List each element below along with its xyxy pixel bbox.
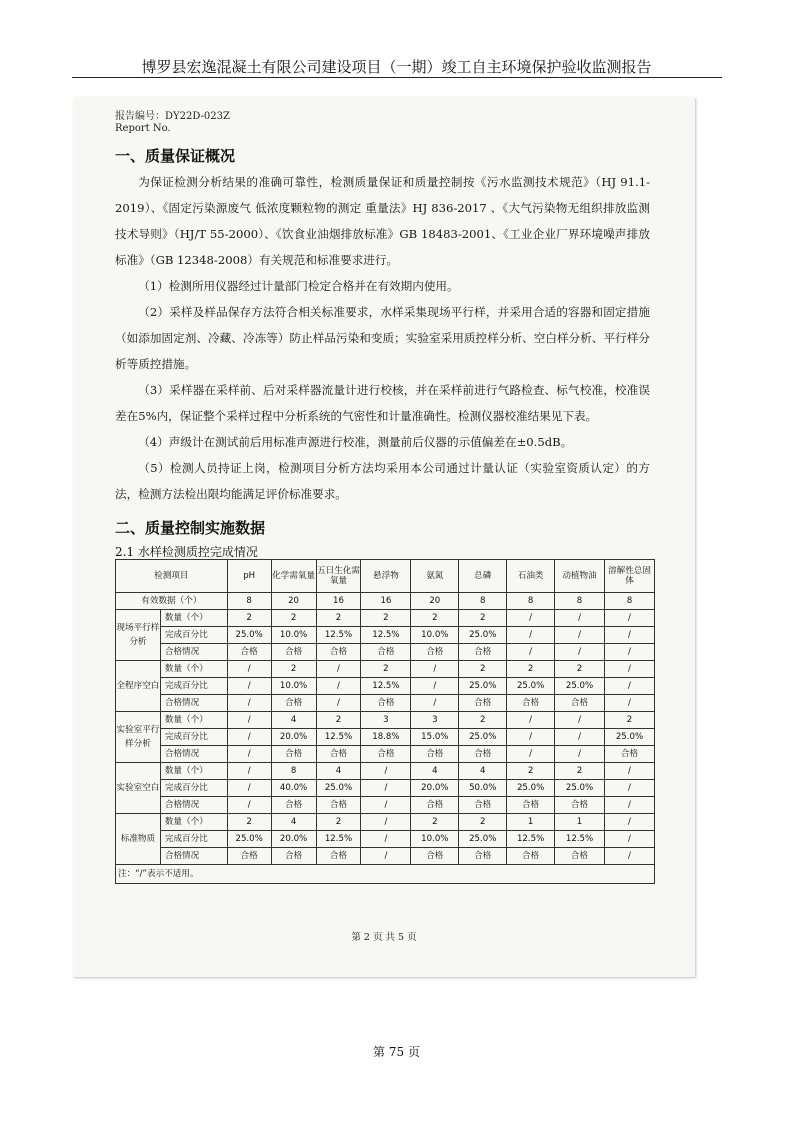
table-cell: 1	[507, 814, 555, 831]
table-row	[116, 712, 655, 729]
table-cell: 8	[555, 593, 605, 610]
table-cell: /	[227, 678, 271, 695]
table-cell: 2	[271, 610, 316, 627]
table-cell: 25.0%	[459, 627, 507, 644]
table-cell: /	[361, 814, 411, 831]
table-cell: 20	[271, 593, 316, 610]
table-cell: 合格	[271, 644, 316, 661]
table-cell: 2	[507, 661, 555, 678]
table-cell: /	[227, 763, 271, 780]
table-cell: 合格	[411, 644, 459, 661]
table-cell: 8	[271, 763, 316, 780]
table-cell: /	[555, 712, 605, 729]
table-cell: /	[361, 763, 411, 780]
table-cell: 8	[604, 593, 654, 610]
table-row	[116, 610, 655, 627]
table-row	[116, 797, 655, 814]
qa-item-5: （5）检测人员持证上岗，检测项目分析方法均采用本公司通过计量认证（实验室资质认定）的方法，检测方法检出限均能满足评价标准要求。	[115, 461, 650, 501]
row-label: 完成百分比	[160, 627, 227, 644]
table-cell: 16	[316, 593, 361, 610]
table-cell: 10.0%	[271, 627, 316, 644]
table-cell: 合格	[271, 695, 316, 712]
table-cell: 2	[459, 814, 507, 831]
table-cell: /	[604, 661, 654, 678]
header-cell: 石油类	[507, 560, 555, 593]
table-cell: /	[604, 797, 654, 814]
header-cell: 氨氮	[411, 560, 459, 593]
table-cell: 15.0%	[411, 729, 459, 746]
table-cell: /	[361, 848, 411, 865]
table-cell: 2	[227, 814, 271, 831]
table-cell: 1	[555, 814, 605, 831]
water-qc-table	[115, 559, 655, 884]
table-cell: 25.0%	[604, 729, 654, 746]
note-row	[116, 865, 655, 884]
table-cell: /	[604, 848, 654, 865]
table-cell: /	[507, 644, 555, 661]
table-cell: 合格	[316, 746, 361, 763]
table-cell: 4	[271, 814, 316, 831]
table-cell: /	[227, 780, 271, 797]
table-cell: 合格	[316, 644, 361, 661]
table-cell: 8	[227, 593, 271, 610]
table-cell: /	[361, 831, 411, 848]
table-cell: /	[507, 729, 555, 746]
table-row	[116, 831, 655, 848]
table-cell: 50.0%	[459, 780, 507, 797]
intro-paragraph: 为保证检测分析结果的准确可靠性，检测质量保证和质量控制按《污水监测技术规范》（HJ 91.1-2019）、《固定污染源废气 低浓度颗粒物的测定 重量法》HJ 836-2017 、《大气污染物无组织排放监测技术导则》（HJ/T 55-2000）、《饮食业油烟排放标准》GB 18483-2001、《工业企业厂界环境噪声排放标准》（GB 12348-2008）有关规范和标准要求进行。	[115, 175, 650, 267]
table-row	[116, 814, 655, 831]
table-cell: 合格	[459, 848, 507, 865]
table-cell: 10.0%	[411, 627, 459, 644]
table-cell: /	[227, 712, 271, 729]
report-number-en: Report No.	[115, 123, 171, 134]
table-cell: 合格	[555, 848, 605, 865]
table-row	[116, 780, 655, 797]
table-cell: 12.5%	[507, 831, 555, 848]
table-cell: /	[555, 627, 605, 644]
row-label: 合格情况	[160, 797, 227, 814]
table-cell: 12.5%	[316, 729, 361, 746]
header-cell: 溶解性总固体	[604, 560, 654, 593]
table-cell: 2	[459, 712, 507, 729]
table-cell: /	[604, 780, 654, 797]
table-cell: 12.5%	[361, 678, 411, 695]
section-2-title: 二、质量控制实施数据	[115, 519, 266, 537]
table-cell: 3	[411, 712, 459, 729]
table-cell: /	[507, 746, 555, 763]
qa-item-3: （3）采样器在采样前、后对采样器流量计进行校核，并在采样前进行气路检查、标气校准，校准误差在5%内，保证整个采样过程中分析系统的气密性和计量准确性。检测仪器校准结果见下表。	[115, 383, 650, 423]
table-cell: /	[555, 746, 605, 763]
table-cell: /	[507, 610, 555, 627]
table-row	[116, 644, 655, 661]
table-cell: 合格	[459, 644, 507, 661]
table-cell: 合格	[271, 797, 316, 814]
table-row	[116, 729, 655, 746]
qa-item-2: （2）采样及样品保存方法符合相关标准要求，水样采集现场平行样，并采用合适的容器和固定措施（如添加固定剂、冷藏、冷冻等）防止样品污染和变质；实验室采用质控样分析、空白样分析、平行样分析等质控措施。	[115, 305, 650, 371]
group-label: 全程序空白	[116, 661, 161, 712]
subsection-title: 2.1 水样检测质控完成情况	[115, 545, 258, 559]
table-cell: 合格	[316, 848, 361, 865]
table-cell: 2	[555, 661, 605, 678]
table-cell: 25.0%	[555, 780, 605, 797]
table-cell: 2	[604, 712, 654, 729]
table-row	[116, 627, 655, 644]
table-cell: 25.0%	[227, 627, 271, 644]
table-cell: 合格	[411, 746, 459, 763]
table-cell: 20.0%	[271, 729, 316, 746]
table-cell: 合格	[459, 797, 507, 814]
page-number: 第 75 页	[373, 1045, 420, 1059]
report-number	[115, 111, 230, 135]
table-cell: 合格	[555, 797, 605, 814]
table-cell: 2	[507, 763, 555, 780]
table-cell: 2	[459, 610, 507, 627]
table-cell: /	[604, 610, 654, 627]
table-cell: 4	[271, 712, 316, 729]
table-cell: 25.0%	[459, 729, 507, 746]
table-cell: /	[411, 661, 459, 678]
group-label: 现场平行样分析	[116, 610, 161, 661]
table-cell: 合格	[507, 848, 555, 865]
table-cell: 2	[316, 610, 361, 627]
row-label: 合格情况	[160, 746, 227, 763]
row-label: 数量（个）	[160, 661, 227, 678]
table-row	[116, 661, 655, 678]
table-cell: 2	[411, 814, 459, 831]
table-cell: /	[507, 712, 555, 729]
table-cell: 25.0%	[555, 678, 605, 695]
table-cell: 20	[411, 593, 459, 610]
table-cell: 10.0%	[271, 678, 316, 695]
table-cell: /	[604, 678, 654, 695]
table-cell: /	[555, 610, 605, 627]
row-label: 完成百分比	[160, 831, 227, 848]
qa-item-1: （1）检测所用仪器经过计量部门检定合格并在有效期内使用。	[138, 279, 459, 293]
report-page-footer: 第 2 页 共 5 页	[351, 932, 417, 943]
valid-data-label: 有效数据（个）	[116, 593, 228, 610]
table-cell: /	[411, 695, 459, 712]
table-cell: 3	[361, 712, 411, 729]
table-cell: 8	[507, 593, 555, 610]
table-cell: 合格	[459, 695, 507, 712]
table-cell: 2	[316, 814, 361, 831]
table-cell: /	[316, 661, 361, 678]
table-cell: 25.0%	[459, 831, 507, 848]
table-cell: 16	[361, 593, 411, 610]
header-cell: pH	[227, 560, 271, 593]
table-cell: /	[604, 695, 654, 712]
table-cell: 4	[459, 763, 507, 780]
document-header-title: 博罗县宏逸混凝土有限公司建设项目（一期）竣工自主环境保护验收监测报告	[141, 58, 652, 76]
table-cell: 12.5%	[361, 627, 411, 644]
table-row	[116, 746, 655, 763]
table-row	[116, 678, 655, 695]
table-cell: /	[411, 678, 459, 695]
table-cell: /	[604, 644, 654, 661]
table-cell: 合格	[507, 695, 555, 712]
table-cell: 25.0%	[459, 678, 507, 695]
table-cell: /	[316, 695, 361, 712]
table-cell: 20.0%	[271, 831, 316, 848]
header-cell: 动植物油	[555, 560, 605, 593]
row-label: 合格情况	[160, 848, 227, 865]
table-cell: 25.0%	[507, 678, 555, 695]
header-divider	[72, 77, 722, 78]
group-label: 标准物质	[116, 814, 161, 865]
row-label: 完成百分比	[160, 729, 227, 746]
table-cell: 25.0%	[507, 780, 555, 797]
row-label: 数量（个）	[160, 610, 227, 627]
table-cell: 合格	[361, 644, 411, 661]
table-cell: /	[361, 797, 411, 814]
table-cell: /	[604, 763, 654, 780]
table-cell: 合格	[227, 848, 271, 865]
table-cell: 2	[411, 610, 459, 627]
table-cell: 10.0%	[411, 831, 459, 848]
table-cell: 2	[361, 610, 411, 627]
table-cell: /	[227, 661, 271, 678]
table-cell: 12.5%	[555, 831, 605, 848]
table-cell: 合格	[361, 695, 411, 712]
table-cell: /	[227, 695, 271, 712]
table-cell: 8	[459, 593, 507, 610]
header-cell-item: 检测项目	[116, 560, 228, 593]
report-number-label: 报告编号：DY22D-023Z	[115, 111, 230, 122]
scanned-report-page	[73, 97, 695, 977]
table-row	[116, 848, 655, 865]
header-cell: 化学需氧量	[271, 560, 316, 593]
table-cell: /	[361, 780, 411, 797]
table-row	[116, 695, 655, 712]
table-cell: 合格	[411, 848, 459, 865]
row-label: 完成百分比	[160, 678, 227, 695]
table-cell: 合格	[271, 848, 316, 865]
table-cell: 合格	[361, 746, 411, 763]
valid-data-row	[116, 593, 655, 610]
table-cell: 18.8%	[361, 729, 411, 746]
table-cell: /	[227, 746, 271, 763]
table-cell: /	[604, 627, 654, 644]
table-row	[116, 763, 655, 780]
table-cell: 12.5%	[316, 831, 361, 848]
table-cell: 合格	[459, 746, 507, 763]
table-cell: 2	[227, 610, 271, 627]
row-label: 数量（个）	[160, 763, 227, 780]
table-cell: /	[604, 831, 654, 848]
header-cell: 总磷	[459, 560, 507, 593]
table-cell: /	[316, 678, 361, 695]
section-1-title: 一、质量保证概况	[115, 147, 236, 165]
table-cell: 合格	[555, 695, 605, 712]
table-cell: 4	[411, 763, 459, 780]
table-cell: 40.0%	[271, 780, 316, 797]
table-cell: 2	[271, 661, 316, 678]
row-label: 数量（个）	[160, 814, 227, 831]
table-cell: 合格	[227, 644, 271, 661]
group-label: 实验室空白	[116, 763, 161, 814]
table-cell: 4	[316, 763, 361, 780]
qa-item-4: （4）声级计在测试前后用标准声源进行校准，测量前后仪器的示值偏差在±0.5dB。	[138, 435, 573, 449]
table-cell: 12.5%	[316, 627, 361, 644]
table-cell: /	[604, 814, 654, 831]
table-cell: 25.0%	[227, 831, 271, 848]
group-label: 实验室平行样分析	[116, 712, 161, 763]
header-cell: 五日生化需氧量	[316, 560, 361, 593]
table-cell: 2	[555, 763, 605, 780]
row-label: 合格情况	[160, 644, 227, 661]
header-cell: 悬浮物	[361, 560, 411, 593]
table-cell: /	[227, 729, 271, 746]
table-cell: 合格	[316, 797, 361, 814]
table-header-row	[116, 560, 655, 593]
row-label: 完成百分比	[160, 780, 227, 797]
row-label: 数量（个）	[160, 712, 227, 729]
table-cell: /	[555, 644, 605, 661]
table-cell: 2	[361, 661, 411, 678]
table-cell: 2	[459, 661, 507, 678]
table-cell: /	[507, 627, 555, 644]
table-cell: 合格	[507, 797, 555, 814]
table-note: 注：“/”表示不适用。	[116, 865, 655, 884]
table-cell: /	[227, 797, 271, 814]
table-cell: 合格	[604, 746, 654, 763]
table-cell: 25.0%	[316, 780, 361, 797]
table-cell: 合格	[271, 746, 316, 763]
table-cell: 合格	[411, 797, 459, 814]
table-cell: /	[555, 729, 605, 746]
table-cell: 20.0%	[411, 780, 459, 797]
row-label: 合格情况	[160, 695, 227, 712]
table-cell: 2	[316, 712, 361, 729]
